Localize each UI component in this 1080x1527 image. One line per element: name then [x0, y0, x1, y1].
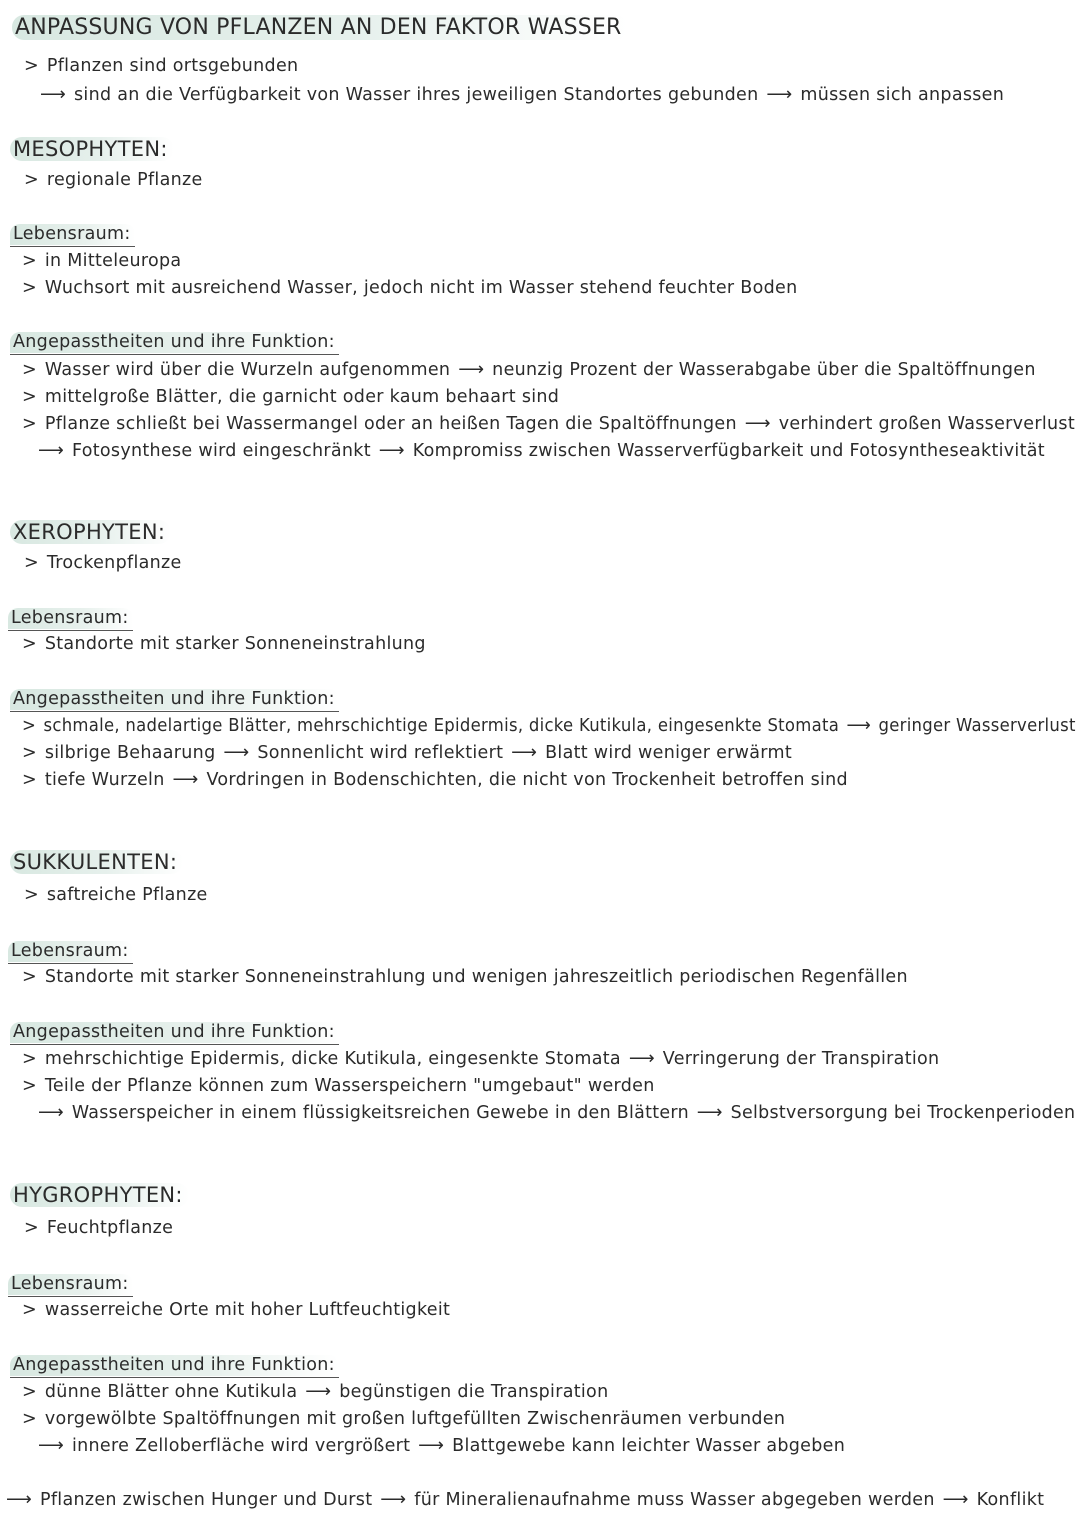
meso-adaptation-text: neunzig Prozent der Wasserabgabe über die Spaltöffnungen: [492, 360, 1036, 380]
angepasst-label: Angepasstheiten und ihre Funktion:: [10, 1022, 339, 1043]
hygro-habitat-1: [22, 1298, 450, 1322]
bullet: >: [24, 170, 39, 190]
hygro-adaptation-2: [22, 1407, 785, 1431]
bullet: >: [22, 967, 37, 987]
arrow-icon: ⟶: [223, 742, 250, 763]
hygro-adaptation-text: innere Zelloberfläche wird vergrößert: [71, 1436, 411, 1456]
xero-adaptation-text: Sonnenlicht wird reflektiert: [257, 743, 504, 763]
xero-adaptation-text: Blatt wird weniger erwärmt: [545, 743, 792, 763]
xero-adaptation-2: [22, 741, 792, 765]
bullet: >: [22, 1076, 37, 1096]
arrow-icon: ⟶: [458, 359, 485, 380]
arrow-icon: ⟶: [628, 1048, 655, 1069]
bullet: >: [22, 743, 37, 763]
xero-desc: Trockenpflanze: [46, 553, 182, 573]
bullet: >: [22, 770, 37, 790]
page-title-line: [12, 16, 628, 40]
arrow-icon: ⟶: [942, 1489, 969, 1510]
bullet: >: [22, 716, 37, 736]
intro-line-1: [24, 54, 298, 78]
xero-angepasst-label-line: [10, 687, 339, 712]
conclusion-text: für Mineralienaufnahme muss Wasser abgegeben werden: [414, 1490, 935, 1510]
conclusion-text: Pflanzen zwischen Hunger und Durst: [39, 1490, 373, 1510]
bullet: >: [24, 56, 39, 76]
page-title: ANPASSUNG VON PFLANZEN AN DEN FAKTOR WASSER: [12, 15, 628, 40]
meso-habitat-1: [22, 249, 181, 273]
bullet: >: [24, 885, 39, 905]
hygro-adaptation-text: vorgewölbte Spaltöffnungen mit großen luftgefüllten Zwischenräumen verbunden: [44, 1409, 786, 1429]
arrow-icon: ⟶: [38, 440, 65, 461]
meso-lebensraum-label-line: [10, 222, 135, 247]
sukk-adaptation-text: Verringerung der Transpiration: [662, 1049, 940, 1069]
bullet: >: [24, 553, 39, 573]
meso-adaptation-text: Pflanze schließt bei Wassermangel oder an heißen Tagen die Spaltöffnungen: [44, 414, 737, 434]
meso-adaptation-4: [36, 439, 1045, 463]
meso-adaptation-text: verhindert großen Wasserverlust: [778, 414, 1075, 434]
sukk-desc-line: [24, 883, 208, 907]
hygro-adaptation-3: [36, 1434, 845, 1458]
xero-adaptation-3: [22, 768, 848, 792]
bullet: >: [24, 1218, 39, 1238]
meso-habitat-text-1: in Mitteleuropa: [44, 251, 182, 271]
hygro-desc: Feuchtpflanze: [46, 1218, 174, 1238]
hygro-adaptation-text: Blattgewebe kann leichter Wasser abgeben: [452, 1436, 846, 1456]
lebensraum-label: Lebensraum:: [8, 941, 133, 962]
section-heading-mesophyten: MESOPHYTEN:: [10, 137, 174, 161]
meso-adaptation-2: [22, 385, 559, 409]
bullet: >: [22, 1409, 37, 1429]
meso-adaptation-1: [22, 358, 1036, 382]
angepasst-label: Angepasstheiten und ihre Funktion:: [10, 332, 339, 353]
hygro-adaptation-text: begünstigen die Transpiration: [339, 1382, 609, 1402]
bullet: >: [22, 278, 37, 298]
intro-text-1: Pflanzen sind ortsgebunden: [46, 56, 299, 76]
sukk-adaptation-2: [22, 1074, 655, 1098]
arrow-icon: ⟶: [6, 1489, 33, 1510]
xero-adaptation-1: [22, 714, 1076, 738]
hygro-lebensraum-label-line: [8, 1272, 133, 1297]
conclusion-text: Konflikt: [976, 1490, 1045, 1510]
intro-text-2b: müssen sich anpassen: [800, 85, 1005, 105]
arrow-icon: ⟶: [40, 84, 67, 105]
arrow-icon: ⟶: [172, 769, 199, 790]
bullet: >: [22, 360, 37, 380]
conclusion-line: [4, 1488, 1044, 1512]
meso-desc: regionale Pflanze: [46, 170, 203, 190]
xero-habitat-1: [22, 632, 426, 656]
hygro-desc-line: [24, 1216, 173, 1240]
xero-adaptation-text: tiefe Wurzeln: [44, 770, 165, 790]
sukk-adaptation-text: Teile der Pflanze können zum Wasserspeichern "umgebaut" werden: [44, 1076, 655, 1096]
hygro-adaptation-1: [22, 1380, 608, 1404]
arrow-icon: ⟶: [37, 1102, 64, 1123]
meso-angepasst-label-line: [10, 330, 339, 355]
lebensraum-label: Lebensraum:: [8, 608, 133, 629]
xero-adaptation-text: Vordringen in Bodenschichten, die nicht von Trockenheit betroffen sind: [206, 770, 848, 790]
sukk-desc: saftreiche Pflanze: [46, 885, 208, 905]
sukk-habitat-1: [22, 965, 908, 989]
section-heading-xerophyten: XEROPHYTEN:: [10, 520, 171, 544]
sukk-adaptation-text: Wasserspeicher in einem flüssigkeitsreichen Gewebe in den Blättern: [71, 1103, 689, 1123]
hygro-habitat-text-1: wasserreiche Orte mit hoher Luftfeuchtigkeit: [44, 1300, 451, 1320]
arrow-icon: ⟶: [378, 440, 405, 461]
section-heading-hygrophyten: HYGROPHYTEN:: [10, 1183, 189, 1207]
bullet: >: [22, 414, 37, 434]
bullet: >: [22, 251, 37, 271]
section-heading-hygrophyten-line: [10, 1183, 189, 1207]
sukk-habitat-text-1: Standorte mit starker Sonneneinstrahlung und wenigen jahreszeitlich periodischen Regenfällen: [44, 967, 908, 987]
arrow-icon: ⟶: [846, 715, 872, 736]
lebensraum-label: Lebensraum:: [10, 224, 135, 245]
xero-habitat-text-1: Standorte mit starker Sonneneinstrahlung: [44, 634, 426, 654]
arrow-icon: ⟶: [305, 1381, 332, 1402]
sukk-lebensraum-label-line: [8, 939, 133, 964]
sukk-adaptation-3: [36, 1101, 1075, 1125]
xero-adaptation-text: silbrige Behaarung: [44, 743, 216, 763]
meso-adaptation-text: Kompromiss zwischen Wasserverfügbarkeit und Fotosyntheseaktivität: [412, 441, 1045, 461]
arrow-icon: ⟶: [696, 1102, 723, 1123]
arrow-icon: ⟶: [380, 1489, 407, 1510]
meso-adaptation-3: [22, 412, 1075, 436]
xero-desc-line: [24, 551, 182, 575]
angepasst-label: Angepasstheiten und ihre Funktion:: [10, 1355, 339, 1376]
section-heading-mesophyten-line: [10, 137, 174, 161]
bullet: >: [22, 1382, 37, 1402]
meso-adaptation-text: Fotosynthese wird eingeschränkt: [71, 441, 371, 461]
section-heading-sukkulenten: SUKKULENTEN:: [10, 850, 183, 874]
section-heading-sukkulenten-line: [10, 850, 183, 874]
bullet: >: [22, 387, 37, 407]
meso-habitat-text-2: Wuchsort mit ausreichend Wasser, jedoch nicht im Wasser stehend feuchter Boden: [44, 278, 798, 298]
hygro-angepasst-label-line: [10, 1353, 339, 1378]
angepasst-label: Angepasstheiten und ihre Funktion:: [10, 689, 339, 710]
xero-adaptation-text: geringer Wasserverlust: [878, 716, 1076, 736]
section-heading-xerophyten-line: [10, 520, 171, 544]
xero-adaptation-text: schmale, nadelartige Blätter, mehrschichtige Epidermis, dicke Kutikula, eingesenkte Stomata: [43, 716, 840, 736]
sukk-adaptation-text: Selbstversorgung bei Trockenperioden: [730, 1103, 1076, 1123]
arrow-icon: ⟶: [511, 742, 538, 763]
bullet: >: [22, 1049, 37, 1069]
lebensraum-label: Lebensraum:: [8, 1274, 133, 1295]
sukk-angepasst-label-line: [10, 1020, 339, 1045]
bullet: >: [22, 1300, 37, 1320]
bullet: >: [22, 634, 37, 654]
meso-desc-line: [24, 168, 203, 192]
arrow-icon: ⟶: [744, 413, 771, 434]
arrow-icon: ⟶: [38, 1435, 65, 1456]
arrow-icon: ⟶: [418, 1435, 445, 1456]
arrow-icon: ⟶: [766, 84, 793, 105]
meso-habitat-2: [22, 276, 797, 300]
meso-adaptation-text: mittelgroße Blätter, die garnicht oder kaum behaart sind: [44, 387, 560, 407]
intro-text-2a: sind an die Verfügbarkeit von Wasser ihres jeweiligen Standortes gebunden: [73, 85, 759, 105]
sukk-adaptation-text: mehrschichtige Epidermis, dicke Kutikula, eingesenkte Stomata: [44, 1049, 621, 1069]
intro-line-2: [38, 83, 1004, 107]
sukk-adaptation-1: [22, 1047, 939, 1071]
meso-adaptation-text: Wasser wird über die Wurzeln aufgenommen: [44, 360, 451, 380]
hygro-adaptation-text: dünne Blätter ohne Kutikula: [44, 1382, 298, 1402]
xero-lebensraum-label-line: [8, 606, 133, 631]
